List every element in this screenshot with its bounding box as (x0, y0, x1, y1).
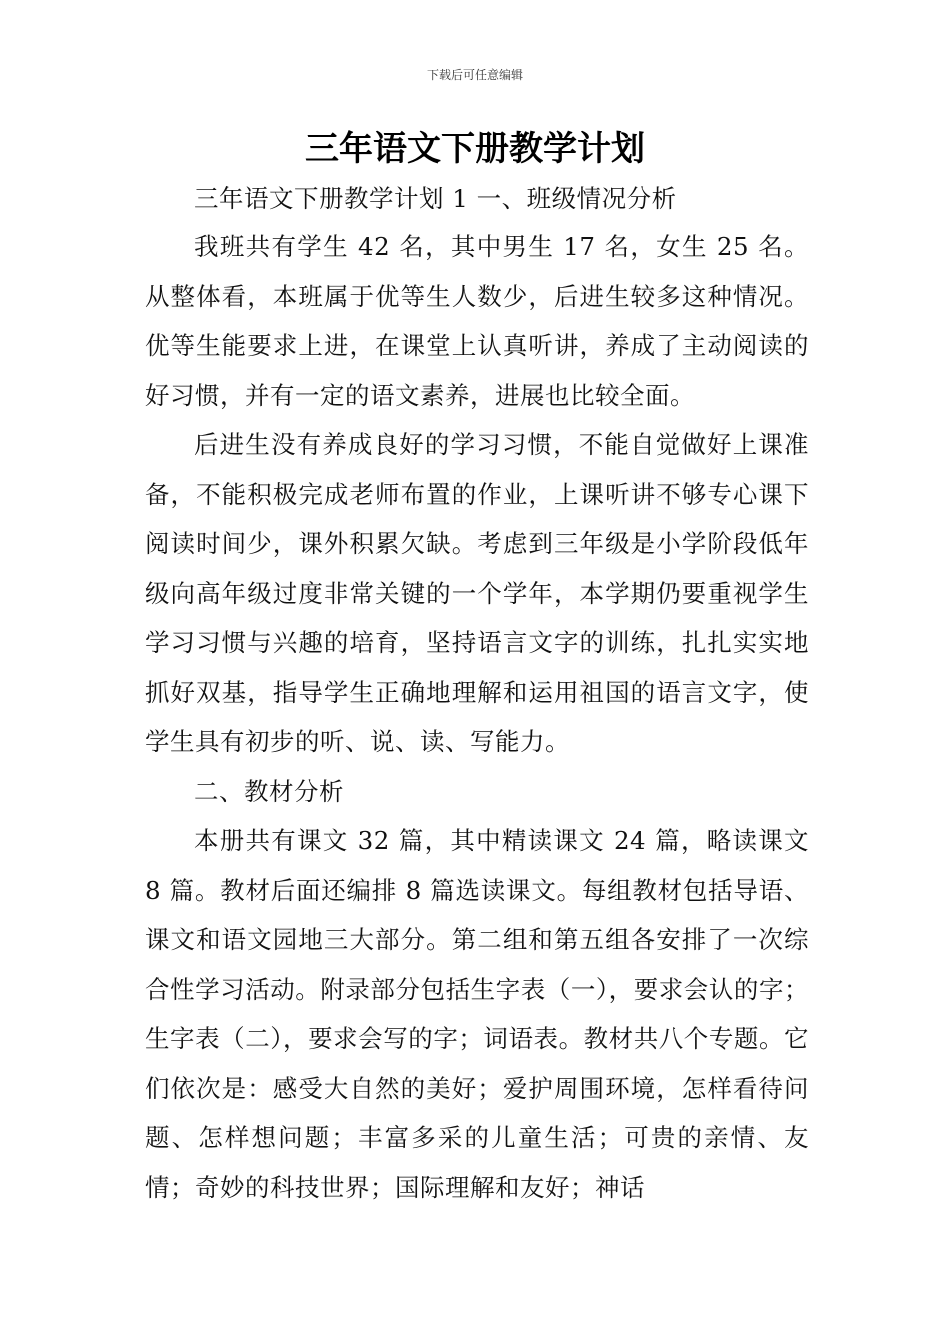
document-body (145, 176, 809, 1212)
section-heading-textbook-analysis: 二、教材分析 (194, 776, 344, 806)
paragraph-struggling-students: 后进生没有养成良好的学习习惯，不能自觉做好上课准备，不能积极完成老师布置的作业，上课听讲不够专心课下阅读时间少，课外积累欠缺。考虑到三年级是小学阶段低年级向高年级过度非常关键的一个学年，本学期仍要重视学生学习习惯与兴趣的培育，坚持语言文字的训练，扎扎实实地抓好双基，指导学生正确地理解和运用祖国的语言文字，使学生具有初步的听、说、读、写能力。 (145, 430, 809, 756)
paragraph-student-overview: 我班共有学生 42 名，其中男生 17 名，女生 25 名。从整体看，本班属于优等生人数少，后进生较多这种情况。优等生能要求上进，在课堂上认真听讲，养成了主动阅读的好习惯，并有一定的语文素养，进展也比较全面。 (145, 232, 809, 410)
document-title: 三年语文下册教学计划 (305, 129, 645, 169)
paragraph-textbook-contents: 本册共有课文 32 篇，其中精读课文 24 篇，略读课文 8 篇。教材后面还编排 8 篇选读课文。每组教材包括导语、课文和语文园地三大部分。第二组和第五组各安排了一次综合性学习活动。附录部分包括生字表（一），要求会认的字；生字表（二），要求会写的字；词语表。教材共八个专题。它们依次是：感受大自然的美好；爱护周围环境，怎样看待问题、怎样想问题；丰富多采的儿童生活；可贵的亲情、友情；奇妙的科技世界；国际理解和友好；神话 (145, 826, 809, 1202)
section-heading-class-analysis: 三年语文下册教学计划 1 一、班级情况分析 (194, 184, 677, 213)
header-note: 下载后可任意编辑 (426, 68, 523, 82)
